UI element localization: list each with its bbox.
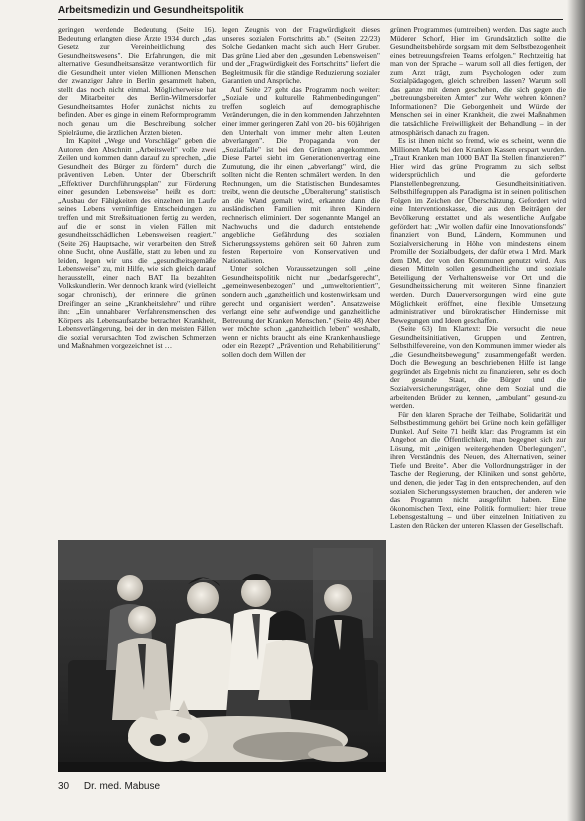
paragraph: Im Kapitel „Wege und Vorschläge" geben die Autoren den Abschnitt „Arbeitswelt" volle zwei Zeilen und kommen dann darauf zu sprechen, „die Gesundheit des Bürger zu fördern" durch die präventiven Leben. Unter der Überschrift „Effektiver Durchführungsplan" zur Förderung einer gesunden Lebensweise" heißt es dort: „Ausbau der Fähigkeiten des einzelnen im Laufe seines Lebens vernünftige Entscheidungen zu treffen und mit Streßsituationen fertig zu werden, auf die er sonst in vielen Fällen mit gesundheitsschädlichen Lebensweisen reagiert." (Seite 26) Hauptsache, wir verarbeiten den Streß ohne Sucht, ohne Ausfälle, statt zu leben und zu leiden, legen wir uns die „gesundheitsgemäße Lebensweise" zu, mit Hilfe, wie sich gleich darauf herausstellt, einer nach BAT Ila bezahlten Volkskundlerin. Wer dennoch krank wird (vielleicht sogar chronisch), der erinnere die grünen Dreifinger an seine „Krankheitslehre" und rühre ihn: „Ein unnahbarer Verfahrensmenschen des Körpers als Lebensaufsatzbe betrachtet Krankheit, Lebensverlängerung, bei der in den meisten Fällen die sozial verursachten Tod zwischen Schmerzen und Maßnahmen vorgezeichnet ist … (58, 136, 216, 351)
paragraph: grünen Programmes (umtreiben) werden. Das sagte auch Müderer Schorf, Hier im Grundsätzlich sollte die Gesundheitsbehörde sorgsam mit dem Selbstbezogenheit eines betreuungsfreien Teams erfolgen." Rechtzeitig hat man von der Sprache – warum soll all dies fertigen, der zum Arzt trägt, zum Psychologen oder zum Sozialpädagogen, gleich schreiben lassen? Warum soll das ganze mit denen geschehen, die sich gegen die „betreuungsbereiten Ämter" zur Wehr wehren können? Informationen? Die Geborgenheit und Würde der Menschen sei in einer Krankheit, die zwei Maßnahmen die tatsächliche Freiwilligkeit der Behandlung – in der atmosphärisch danach zu fragen. (390, 26, 566, 137)
paragraph: Unter solchen Voraussetzungen soll „eine Gesundheitspolitik nicht nur „bedarfsgerecht", „gemeinwesenbezogen" und „umweltorientiert", sondern auch „ganzheitlich und kostenwirksam und gerecht und organisiert werden". Ansatzweise verlangt eine sehr aufwendige und ganzheitliche Betreuung der Kranken Menschen." (Seite 48) Aber wer möchte schon „ganzheitlich leben" weshalb, wenn er nichts braucht als eine Krankenhausliege oder ein Rezept? „Prävention und Rehabilitierung" sollen doch dem Willen der (222, 264, 380, 359)
paragraph: geringen werdende Bedeutung (Seite 16). Bedeutung erlangten diese Ärzte 1934 durch „das Gesetz zur Vereinheitlichung des Gesundheitswesens". Die Erfahrungen, die mit alternative Gesundheitsansätze verantwortlich für die Gesundheit unter vielen Millionen Menschen der zwanziger Jahre in Berlin gesammelt haben, stellt das noch nicht einmal. Möglicherweise hat der Mitarbeiter des Berlin-Wilmersdorfer Gesundheitsamtes Hofer zunächst nichts zu befinden. Aber es ginge in einem Reformprogramm noch genau um die Beschreibung solcher Spielräume, die ärztlichen Ärzten bieten. (58, 26, 216, 137)
text-column-middle (222, 26, 380, 536)
binding-shadow (567, 0, 585, 821)
paragraph: Auf Seite 27 geht das Programm noch weiter: „Soziale und kulturelle Rahmenbedingungen" treffen sogleich auf demographische Veränderungen, die in den kommenden Jahrzehnten einer immer geringeren Zahl von 20- bis 60jährigen den Unterhalt von immer mehr alten Leuten abverlangen". Die Propaganda von der „Sozialfalle" ist bei den Grünen angekommen. Diese Partei sieht im Generationenvertrag eine Zumutung, die ihr einen „abverlangt" wird, die sollten nicht die Renten schmälert werden. In den Rechnungen, um die Statistischen Bundesamtes treibt, wenn die deutsche „Überalterung" statistisch an die Wand gemalt wird, erkannte dann die ausländischen Familien mit ihren Kindern rechnerisch eliminiert. Der sogenannte Mangel an Nachwuchs und die dadurch entstehende angebliche Gefährdung des sozialen Sicherungssystems gehören seit 60 Jahren zum festen Repertoire von Konservativen und Nationalisten. (222, 84, 380, 265)
paragraph: (Seite 63) Im Klartext: Die versucht die neue Gesundheitsinitiativen, Gruppen und Zentren, Selbsthilfevereine, von den Kommunen immer wieder als „die Gesundheitsbewegung" zusammengefaßt werden. Doch die Bewegung an beschriebenen Hilfe ist lange gegründet als Ergebnis nicht zu finanzieren, sehr es doch der gesunde Staat, die Bürger und die Sozialversicherungsträger, ohne dem Sozial und die arbeitenden Brüder zu kennen, „ambulant" gesund-zu werden. (390, 324, 566, 411)
family-photograph-illustration (58, 540, 386, 772)
paragraph: Es ist ihnen nicht so fremd, wie es scheint, wenn die Millionen Mark bei den Kranken Kassen erspart wurden. „Traut Kranken man 1000 BAT Ila Stellen finanzieren?" Hier wird das grüne Programm zu sich selbst widersprüchlich und die geforderte Planstellenbegrenzung. Gesundheitsinitiativen. Selbsthilfegruppen als Paradigma ist in seinen politischen Folgen im Zeichen der Überschätzung. Gefordert wird eine Interventionskasse, die aus den Beiträgen der Bevölkerung erstattet und als wesentliche Aufgabe gefördert hat: „Wir wollen dafür eine Innovationsfonds" finanziert von Bund, Ländern, Kommunen und Sozialversicherung in Höhe von mindestens einem Promille der Sozialbudgets, der dafür etwa 1 Mrd. Mark dem DM, der von den Kommunen genutzt wird. Aus diesen Mitteln sollen gesundheitliche und soziale Beteiligung der Verhaltensweise vor Ort und die Gesundheitssicherung mit weiteren Sinne finanziert werden. Durch Dauerversorgungen wird eine gute Möglichkeit eröffnet, eine flexible Umsetzung administrativer und bürokratischer Hindernisse mit Bewegungen und Ideen geschaffen. (390, 136, 566, 325)
text-column-right (390, 26, 566, 778)
page-number: 30 (58, 781, 70, 792)
page-footer (58, 781, 160, 792)
paragraph: legen Zeugnis von der Fragwürdigkeit dieses unseres sozialen Fortschritts ab." (Seiten 22/23) Solche Gedanken macht sich auch Herr Gruber. Das grüne Lied aber den „gesunden Lebensweisen" und der „Fragwürdigkeit des Fortschritts" liefert die Begleitmusik für die ständige Reduzierung sozialer Garantien und Ansprüche. (222, 26, 380, 86)
running-head: Arbeitsmedizin und Gesundheitspolitik (58, 4, 563, 20)
paragraph: Für den klaren Sprache der Teilhabe, Solidarität und Selbstbestimmung gehört bei Grüne noch kein gefälliger Dunkel. Auf Seite 71 heißt klar: das Programm ist ein Angebot an die Öffentlichkeit, man begegnet sich zur Lösung, mit „einigen weitergehenden Überlegungen", ihren Verständnis des Neuen, des Alternativen, seiner Tiefe und Breite". Aber die Vollordnungsträger in der Tasche der Regierung, der Kliniken und sonst gehörte, und denen, die jeder Tag in den entsprechenden, auf den sozialen Sicherungssystemen brauchen, der anderen wie das Programm nicht ausgeführt haben. Eine ökonomischen Text, eine Politik formuliert: hier treue Lebensgestaltung – und über einzelnen Initiativen zu Lasten den Rücken der unteren Klassen der Gesellschaft. (390, 409, 566, 530)
text-column-left (58, 26, 216, 536)
magazine-name: Dr. med. Mabuse (83, 781, 161, 792)
family-photograph (58, 540, 386, 772)
